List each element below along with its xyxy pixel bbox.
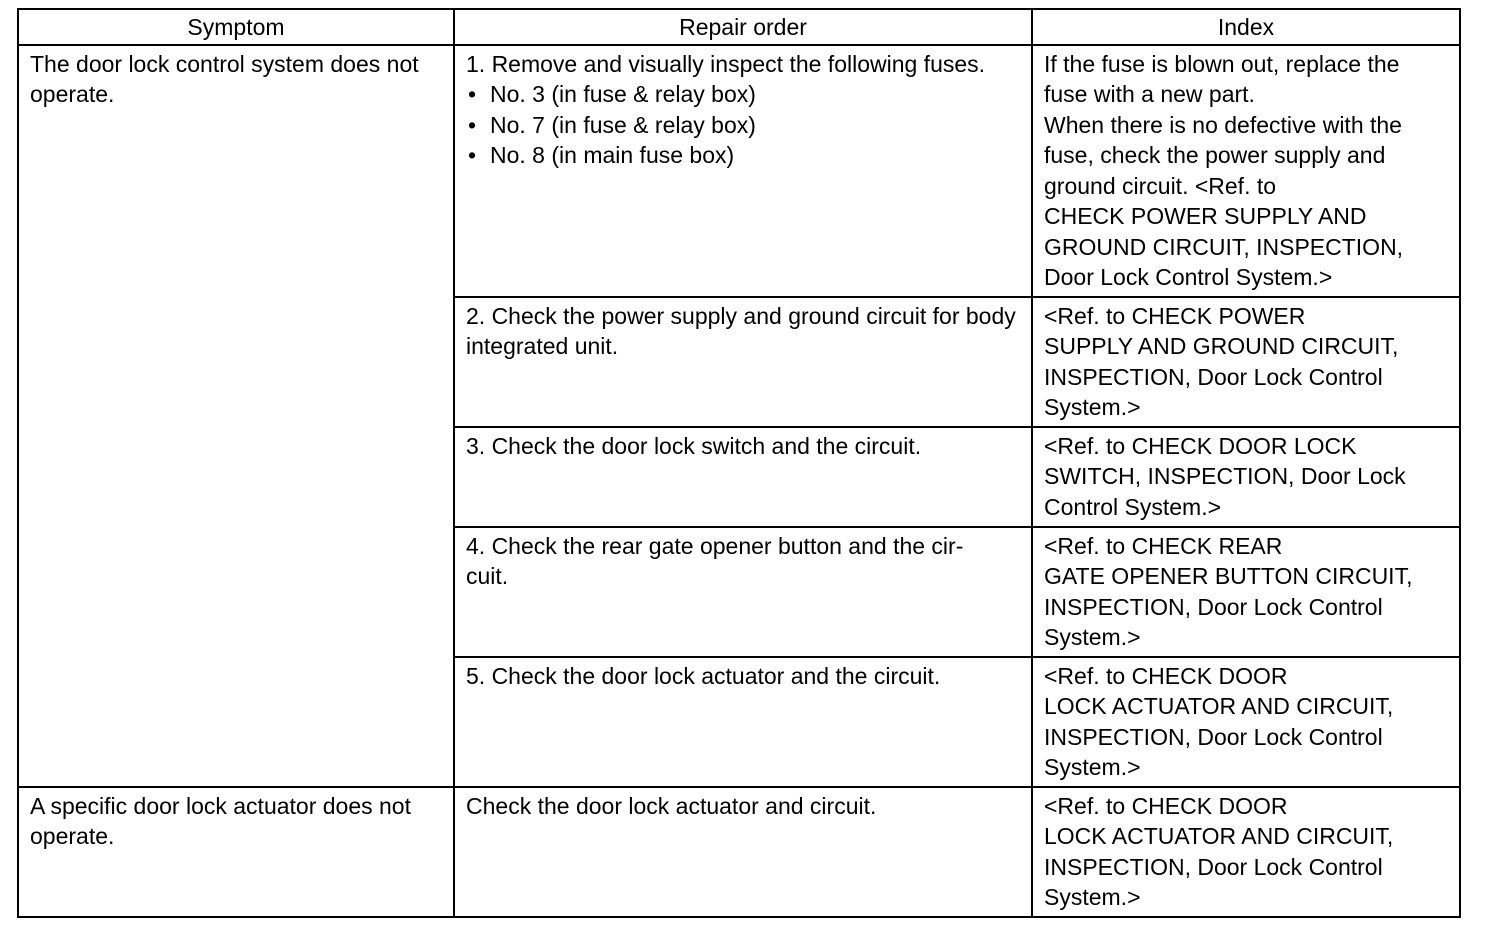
fuse-item-text: No. 8 (in main fuse box) [490,142,735,168]
index-text: <Ref. to CHECK POWER SUPPLY AND GROUND CIRCUIT, INSPECTION, Door Lock Control System.> [1044,302,1399,420]
symptom-text: A specific door lock actuator does not operate. [30,792,411,849]
index-cell [1032,45,1460,297]
bullet-icon: • [468,111,477,138]
repair-text: 1. Remove and visually inspect the following fuses. [466,50,986,77]
index-text: <Ref. to CHECK REAR GATE OPENER BUTTON CIRCUIT, INSPECTION, Door Lock Control System.> [1044,532,1413,650]
index-cell [1032,657,1460,787]
repair-cell [454,787,1032,917]
fuse-item-text: No. 3 (in fuse & relay box) [490,81,756,107]
repair-text: 5. Check the door lock actuator and the circuit. [466,662,941,689]
bullet-icon: • [468,142,477,168]
header-index: Index [1032,9,1460,45]
bullet-icon: • [468,81,477,107]
index-cell [1032,297,1460,427]
repair-text: 3. Check the door lock switch and the circuit. [466,432,922,459]
repair-text: 2. Check the power supply and ground circuit for body integrated unit. [466,302,1016,359]
repair-cell [454,297,1032,427]
index-cell [1032,427,1460,527]
fuse-list [466,79,1021,171]
index-text: <Ref. to CHECK DOOR LOCK SWITCH, INSPECTION, Door Lock Control System.> [1044,432,1406,520]
list-item [466,110,1021,141]
table-row [18,45,1460,297]
list-item [466,140,1021,171]
table-row [18,787,1460,917]
list-item [466,79,1021,110]
repair-cell [454,657,1032,787]
index-cell [1032,527,1460,657]
repair-cell [454,527,1032,657]
repair-text: Check the door lock actuator and circuit. [466,792,877,819]
header-symptom: Symptom [18,9,454,45]
symptom-text: The door lock control system does not operate. [30,50,419,107]
symptom-cell [18,45,454,787]
symptom-cell [18,787,454,917]
repair-cell [454,45,1032,297]
fuse-item-text: No. 7 (in fuse & relay box) [490,111,756,138]
index-text: <Ref. to CHECK DOOR LOCK ACTUATOR AND CIRCUIT, INSPECTION, Door Lock Control System.> [1044,662,1394,780]
repair-text: 4. Check the rear gate opener button and the cir- cuit. [466,532,964,589]
table-header-row [18,9,1460,45]
index-text: <Ref. to CHECK DOOR LOCK ACTUATOR AND CIRCUIT, INSPECTION, Door Lock Control System.> [1044,792,1394,910]
troubleshooting-table [17,8,1461,918]
header-repair-order: Repair order [454,9,1032,45]
index-text: If the fuse is blown out, replace the fuse with a new part. When there is no defective with the fuse, check the power supply and ground circuit. <Ref. to CHECK POWER SUPPLY AND GROUND CIRCUIT, INSPECTION, Door Lock Control System.> [1044,50,1404,290]
repair-cell [454,427,1032,527]
index-cell [1032,787,1460,917]
